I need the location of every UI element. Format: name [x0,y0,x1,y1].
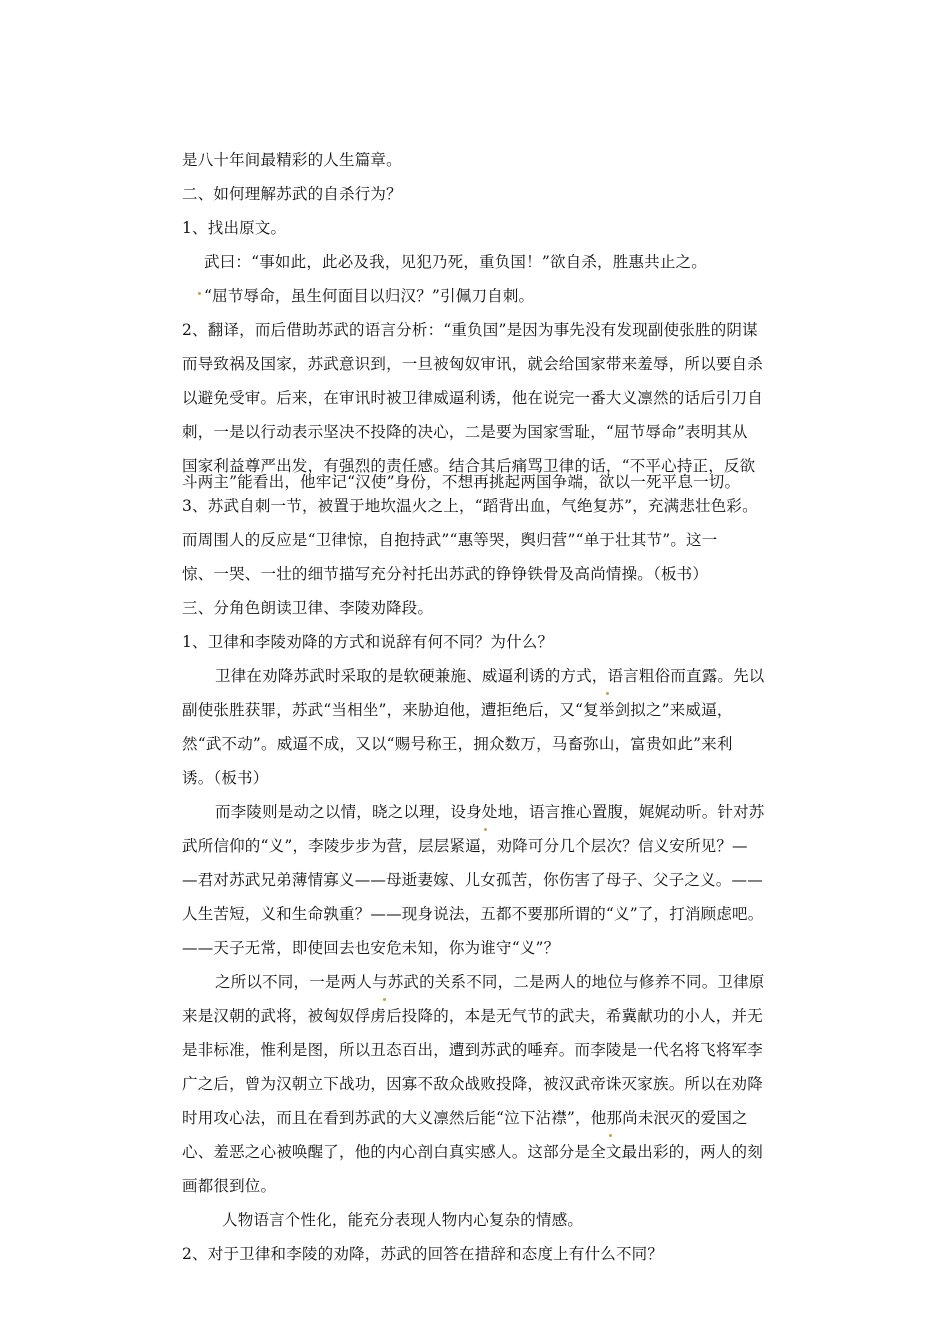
text-line: 而周围人的反应是“卫律惊，自抱持武”“惠等哭，舆归营”“单于壮其节”。这一 [182,531,718,549]
text-line: 是八十年间最精彩的人生篇章。 [182,151,402,169]
section-heading: 二、如何理解苏武的自杀行为？ [182,185,402,203]
marker-dot [609,1134,612,1137]
quote-line: “屈节辱命，虽生何面目以归汉？”引佩刀自刺。 [204,287,535,305]
text-line: 之所以不同，一是两人与苏武的关系不同，二是两人的地位与修养不同。卫律原 [215,973,765,991]
text-line: 惊、一哭、一壮的细节描写充分衬托出苏武的铮铮铁骨及高尚情操。（板书） [182,565,709,583]
quote-line: 武曰：“事如此，此必及我，见犯乃死，重负国！”欲自杀，胜惠共止之。 [204,253,707,271]
text-line: 1、找出原文。 [182,219,287,237]
text-line: 而李陵则是动之以情，晓之以理，设身处地，语言推心置腹，娓娓动听。针对苏 [215,803,765,821]
marker-dot [383,998,386,1001]
text-line: 卫律在劝降苏武时采取的是软硬兼施、威逼利诱的方式，语言粗俗而直露。先以 [215,667,765,685]
text-line: ——天子无常，即使回去也安危未知，你为谁守“义”？ [182,939,560,957]
text-line: 心、羞恶之心被唤醒了，他的内心剖白真实感人。这部分是全文最出彩的，两人的刻 [182,1143,763,1161]
text-line: 是非标准，惟利是图，所以丑态百出，遭到苏武的唾弃。而李陵是一代名将飞将军李 [182,1041,763,1059]
text-line: 人物语言个性化，能充分表现人物内心复杂的情感。 [222,1211,584,1229]
text-line: 刺，一是以行动表示坚决不投降的决心，二是要为国家雪耻，“屈节辱命”表明其从 [182,423,748,441]
marker-dot [484,828,487,831]
marker-dot [198,292,201,295]
text-line: 以避免受审。后来，在审讯时被卫律威逼利诱，他在说完一番大义凛然的话后引刀自 [182,389,763,407]
text-line: —君对苏武兄弟薄情寡义——母逝妻嫁、儿女孤苦，你伤害了母子、父子之义。—— [182,871,763,889]
text-line: 诱。（板书） [182,769,269,787]
text-line: 来是汉朝的武将，被匈奴俘虏后投降的，本是无气节的武夫，希冀献功的小人，并无 [182,1007,763,1025]
section-heading: 三、分角色朗读卫律、李陵劝降段。 [182,599,434,617]
text-line: 副使张胜获罪，苏武“当相坐”，来胁迫他，遭拒绝后，又“复举剑拟之”来威逼， [182,701,733,719]
text-line: 武所信仰的“义”，李陵步步为营，层层紧逼，劝降可分几个层次？信义安所见？— [182,837,748,855]
text-line: 而导致祸及国家，苏武意识到，一旦被匈奴审讯，就会给国家带来羞辱，所以要自杀 [182,355,763,373]
text-line: 广之后，曾为汉朝立下战功，因寡不敌众战败投降，被汉武帝诛灭家族。所以在劝降 [182,1075,763,1093]
marker-dot [606,692,609,695]
text-line: 时用攻心法，而且在看到苏武的大义凛然后能“泣下沾襟”，他那尚未泯灭的爱国之 [182,1109,748,1127]
text-line: 1、卫律和李陵劝降的方式和说辞有何不同？为什么？ [182,633,554,651]
text-line: 斗两主”能看出，他牢记“汉使”身份，不想再挑起两国争端，欲以一死平息一切。 [182,473,741,491]
text-line: 2、翻译，而后借助苏武的语言分析：“重负国”是因为事先没有发现副使张胜的阴谋 [182,321,758,339]
text-line: 2、对于卫律和李陵的劝降，苏武的回答在措辞和态度上有什么不同？ [182,1245,664,1263]
text-line: 然“武不动”。威逼不成，又以“赐号称王，拥众数万，马畜弥山，富贵如此”来利 [182,735,733,753]
text-line: 画都很到位。 [182,1177,277,1195]
text-line: 人生苦短，义和生命孰重？——现身说法，五都不要那所谓的“义”了，打消顾虑吧。 [182,905,764,923]
text-line: 国家利益尊严出发，有强烈的责任感。结合其后痛骂卫律的话，“不平心持正，反欲 [182,457,756,475]
text-line: 3、苏武自刺一节，被置于地坎温火之上，“蹈背出血，气绝复苏”，充满悲壮色彩。 [182,497,758,515]
